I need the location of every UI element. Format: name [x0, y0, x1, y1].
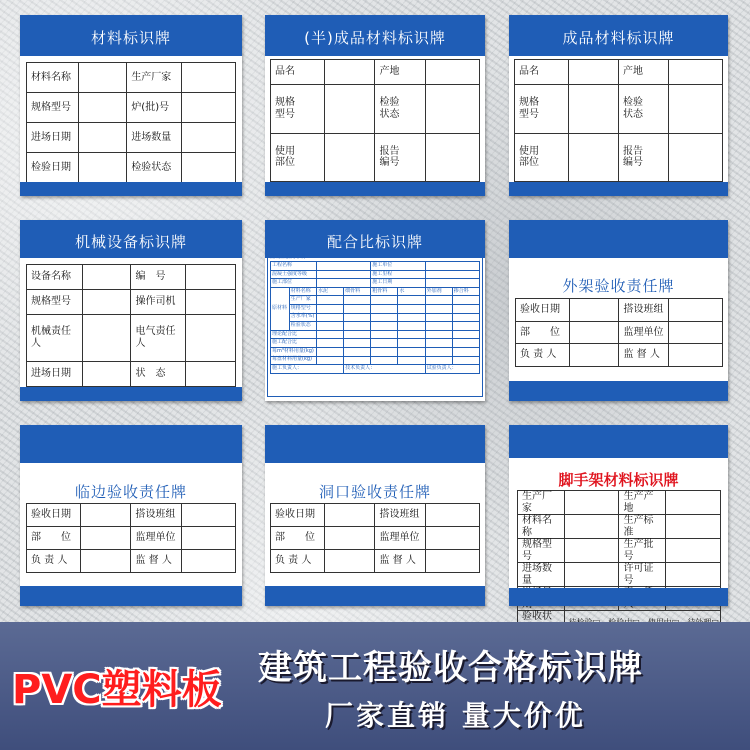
table-row: 负 责 人 监 督 人: [516, 344, 723, 367]
table-row: 机械责任人 电气责任人: [27, 314, 236, 362]
opening-protection-table: [270, 503, 480, 573]
finished-material-sign: [509, 15, 728, 196]
sign-title: 外架验收责任牌: [562, 277, 675, 295]
sign-title: 材料标识牌: [90, 29, 171, 47]
table-row: 部 位 监理单位: [516, 321, 723, 344]
edge-protection-table: [26, 503, 236, 573]
table-row: 工程名称 施工单位: [271, 262, 480, 271]
machine-sign: [20, 220, 242, 401]
table-row: 原材料 材料名称 水泥 细骨料 粗骨料 水 外加剂 掺合料: [271, 287, 480, 296]
sign-title: 洞口验收责任牌: [318, 483, 431, 501]
sign-header-bar: [509, 220, 728, 258]
table-row: 每m³材料用量(kg): [271, 347, 480, 356]
table-row: 负 责 人 监 督 人: [27, 550, 236, 573]
sign-footer-bar: [20, 586, 242, 606]
table-row: 使用 部位 报告 编号: [271, 133, 480, 181]
material-table: [26, 62, 236, 183]
sign-header-bar: [20, 425, 242, 463]
table-row: 进场日期 状 态: [27, 362, 236, 387]
sign-title: (半)成品材料标识牌: [304, 29, 446, 47]
table-row: 验收日期 搭设班组: [271, 504, 480, 527]
table-row: 理论配合比: [271, 330, 480, 339]
table-row: 检验日期 检验状态: [27, 153, 236, 183]
mix-subtitle: 混凝土强度等级: [270, 254, 306, 260]
table-row: 材料名称 生产标准: [518, 515, 721, 539]
table-row: 材料名称 生产厂家: [27, 63, 236, 93]
table-row: 规格型号: [271, 304, 480, 313]
outer-frame-table: [515, 298, 723, 367]
table-row: 生产厂家: [271, 296, 480, 305]
semi-finished-table: [270, 59, 480, 182]
table-row: 部 位 监理单位: [27, 527, 236, 550]
sign-footer-bar: [265, 586, 485, 606]
banner-headline: 建筑工程验收合格标识牌: [258, 648, 643, 688]
table-row: 每盘材料用量(kg): [271, 356, 480, 365]
sign-title: 临边验收责任牌: [74, 483, 187, 501]
table-row: 设备名称 编 号: [27, 265, 236, 290]
banner-subheadline: 厂家直销 量大价优: [325, 699, 586, 732]
sign-footer-bar: [20, 182, 242, 196]
material-sign: [20, 15, 242, 196]
table-row: 品名 产地: [271, 60, 480, 85]
table-row: 施工负责人： 技术负责人： 试验负责人：: [271, 365, 480, 374]
table-row: 生产厂家 生产产地: [518, 491, 721, 515]
sign-title: 成品材料标识牌: [562, 29, 675, 47]
sign-title: 脚手架材料标识牌: [558, 471, 679, 489]
sign-footer-bar: [509, 588, 728, 606]
table-row: 混凝土强度等级 施工里程: [271, 270, 480, 279]
sign-footer-bar: [509, 182, 728, 196]
table-row: 规格型号 生产批号: [518, 539, 721, 563]
mix-ratio-form: [267, 251, 483, 397]
sign-footer-bar: [20, 387, 242, 401]
outer-frame-sign: [509, 220, 728, 401]
table-row: 验收日期 搭设班组: [516, 299, 723, 322]
table-row: 规格型号 操作司机: [27, 289, 236, 314]
table-row: 施工配合比: [271, 339, 480, 348]
table-row: 含水率(%): [271, 313, 480, 322]
table-row: 部 位 监理单位: [271, 527, 480, 550]
status-row: 验收状: [518, 611, 721, 635]
table-row: 品名 产地: [515, 60, 723, 85]
table-row: 规格型号 炉(批)号: [27, 93, 236, 123]
sign-footer-bar: [265, 182, 485, 196]
table-row: 负 责 人 监 督 人: [271, 550, 480, 573]
opening-protection-sign: [265, 425, 485, 606]
machine-table: [26, 264, 236, 387]
table-row: 验收日期 搭设班组: [27, 504, 236, 527]
table-row: 规格 型号 检验 状态: [271, 85, 480, 133]
finished-material-table: [514, 59, 723, 182]
scaffold-material-sign: [509, 425, 728, 622]
sign-title: 配合比标识牌: [326, 233, 423, 251]
table-row: 规格 型号 检验 状态: [515, 85, 723, 133]
material-badge: PVC塑料板: [12, 667, 222, 713]
table-row: 进场日期 进场数量: [27, 123, 236, 153]
table-row: 使用 部位 报告 编号: [515, 133, 723, 181]
table-row: 进场数量 许可证号: [518, 563, 721, 587]
sign-title: 机械设备标识牌: [74, 233, 187, 251]
mix-ratio-table: [270, 261, 480, 374]
semi-finished-sign: [265, 15, 485, 196]
sign-header-bar: [265, 425, 485, 463]
mix-ratio-sign: [265, 220, 485, 401]
table-row: 检验状态: [271, 322, 480, 331]
edge-protection-sign: [20, 425, 242, 606]
sign-footer-bar: [509, 381, 728, 401]
sign-header-bar: [509, 425, 728, 458]
scaffold-material-table: [517, 490, 721, 635]
table-row: 施工部位 施工日期: [271, 279, 480, 288]
promo-banner: [0, 622, 750, 750]
